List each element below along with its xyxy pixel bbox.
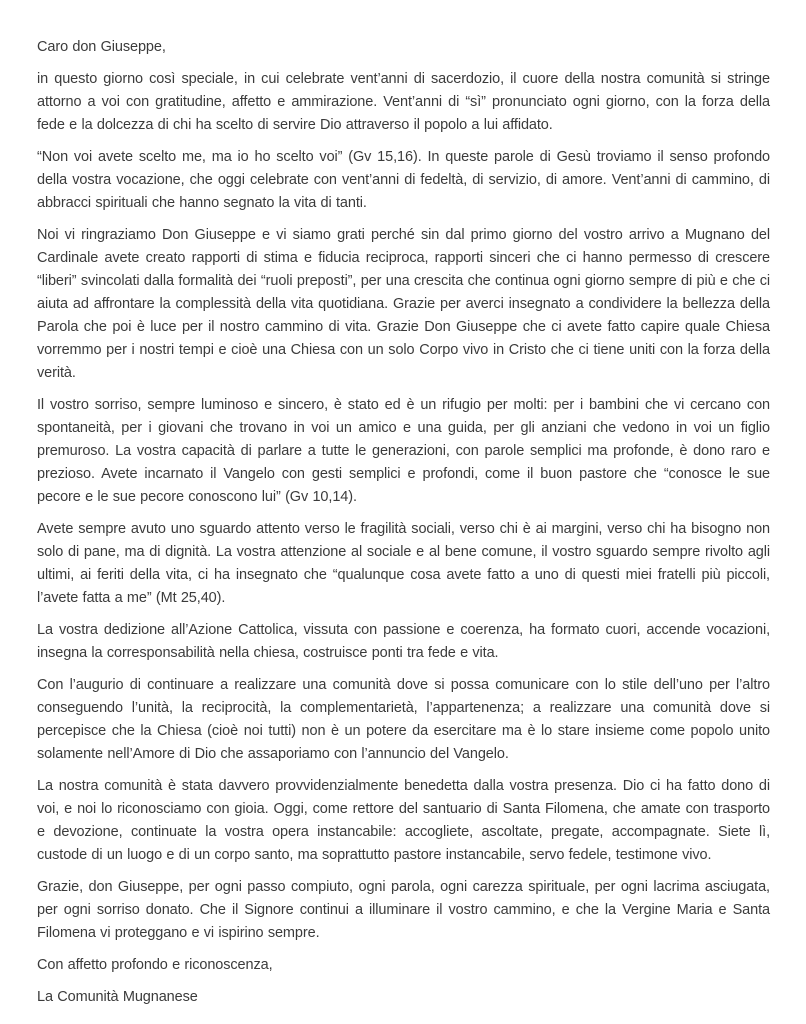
- letter-closing: Con affetto profondo e riconoscenza,: [37, 957, 273, 973]
- letter-paragraph: Avete sempre avuto uno sguardo attento verso le fragilità sociali, verso chi è ai margini, verso chi ha bisogno non solo di pane, ma di dignità. La vostra attenzione al sociale e al bene comune, il vostro sguardo sempre rivolto agli ultimi, ai feriti della vita, ci ha insegnato che “qualunque cosa avete fatto a uno di questi miei fratelli più piccoli, l’avete fatta a me” (Mt 25,40).: [37, 521, 770, 606]
- letter-paragraph: La nostra comunità è stata davvero provvidenzialmente benedetta dalla vostra presenza. Dio ci ha fatto dono di voi, e noi lo riconosciamo con gioia. Oggi, come rettore del santuario di Santa Filomena, che amate con trasporto e devozione, continuate la vostra opera instancabile: accogliete, ascoltate, pregate, accompagnate. Siete lì, custode di un luogo e di un corpo santo, ma soprattutto pastore instancabile, servo fedele, testimone vivo.: [37, 778, 770, 863]
- letter-paragraph: Con l’augurio di continuare a realizzare una comunità dove si possa comunicare con lo stile dell’uno per l’altro conseguendo l’unità, la reciprocità, la complementarietà, l’appartenenza; a realizzare una comunità dove si percepisce che la Chiesa (cioè noi tutti) non è un potere da esercitare ma è lo stare insieme come popolo unito solamente nell’Amore di Dio che assaporiamo con l’annuncio del Vangelo.: [37, 677, 770, 762]
- letter-signature: La Comunità Mugnanese: [37, 989, 198, 1005]
- letter-paragraph: La vostra dedizione all’Azione Cattolica, vissuta con passione e coerenza, ha formato cuori, accende vocazioni, insegna la corresponsabilità nella chiesa, costruisce ponti tra fede e vita.: [37, 622, 770, 661]
- letter-paragraph: Il vostro sorriso, sempre luminoso e sincero, è stato ed è un rifugio per molti: per i bambini che vi cercano con spontaneità, per i giovani che trovano in voi un amico e una guida, per gli anziani che vedono in voi un figlio premuroso. La vostra capacità di parlare a tutte le generazioni, con parole semplici ma profonde, è dono raro e prezioso. Avete incarnato il Vangelo con gesti semplici e profondi, come il buon pastore che “conosce le sue pecore e le sue pecore conoscono lui” (Gv 10,14).: [37, 397, 770, 505]
- letter-paragraph: Noi vi ringraziamo Don Giuseppe e vi siamo grati perché sin dal primo giorno del vostro arrivo a Mugnano del Cardinale avete creato rapporti di stima e fiducia reciproca, rapporti sinceri che ci hanno permesso di crescere “liberi” svincolati dalla formalità dei “ruoli preposti”, per una crescita che continua ogni giorno sempre di più e che ci aiuta ad affrontare la complessità della vita quotidiana. Grazie per averci insegnato a condividere la bellezza della Parola che poi è luce per il nostro cammino di vita. Grazie Don Giuseppe che ci avete fatto capire quale Chiesa vorremmo per i nostri tempi e cioè una Chiesa con un solo Corpo vivo in Cristo che ci tiene uniti con la forza della verità.: [37, 227, 770, 381]
- letter-paragraph: “Non voi avete scelto me, ma io ho scelto voi” (Gv 15,16). In queste parole di Gesù troviamo il senso profondo della vostra vocazione, che oggi celebrate con vent’anni di fedeltà, di servizio, di amore. Vent’anni di cammino, di abbracci spirituali che hanno segnato la vita di tanti.: [37, 149, 770, 211]
- letter-body: [37, 36, 770, 1009]
- letter-salutation: Caro don Giuseppe,: [37, 39, 166, 55]
- letter-paragraph: Grazie, don Giuseppe, per ogni passo compiuto, ogni parola, ogni carezza spirituale, per ogni lacrima asciugata, per ogni sorriso donato. Che il Signore continui a illuminare il vostro cammino, e che la Vergine Maria e Santa Filomena vi proteggano e vi ispirino sempre.: [37, 879, 770, 941]
- letter-paragraph: in questo giorno così speciale, in cui celebrate vent’anni di sacerdozio, il cuore della nostra comunità si stringe attorno a voi con gratitudine, affetto e ammirazione. Vent’anni di “sì” pronunciato ogni giorno, con la forza della fede e la dolcezza di chi ha scelto di servire Dio attraverso il popolo a lui affidato.: [37, 71, 770, 133]
